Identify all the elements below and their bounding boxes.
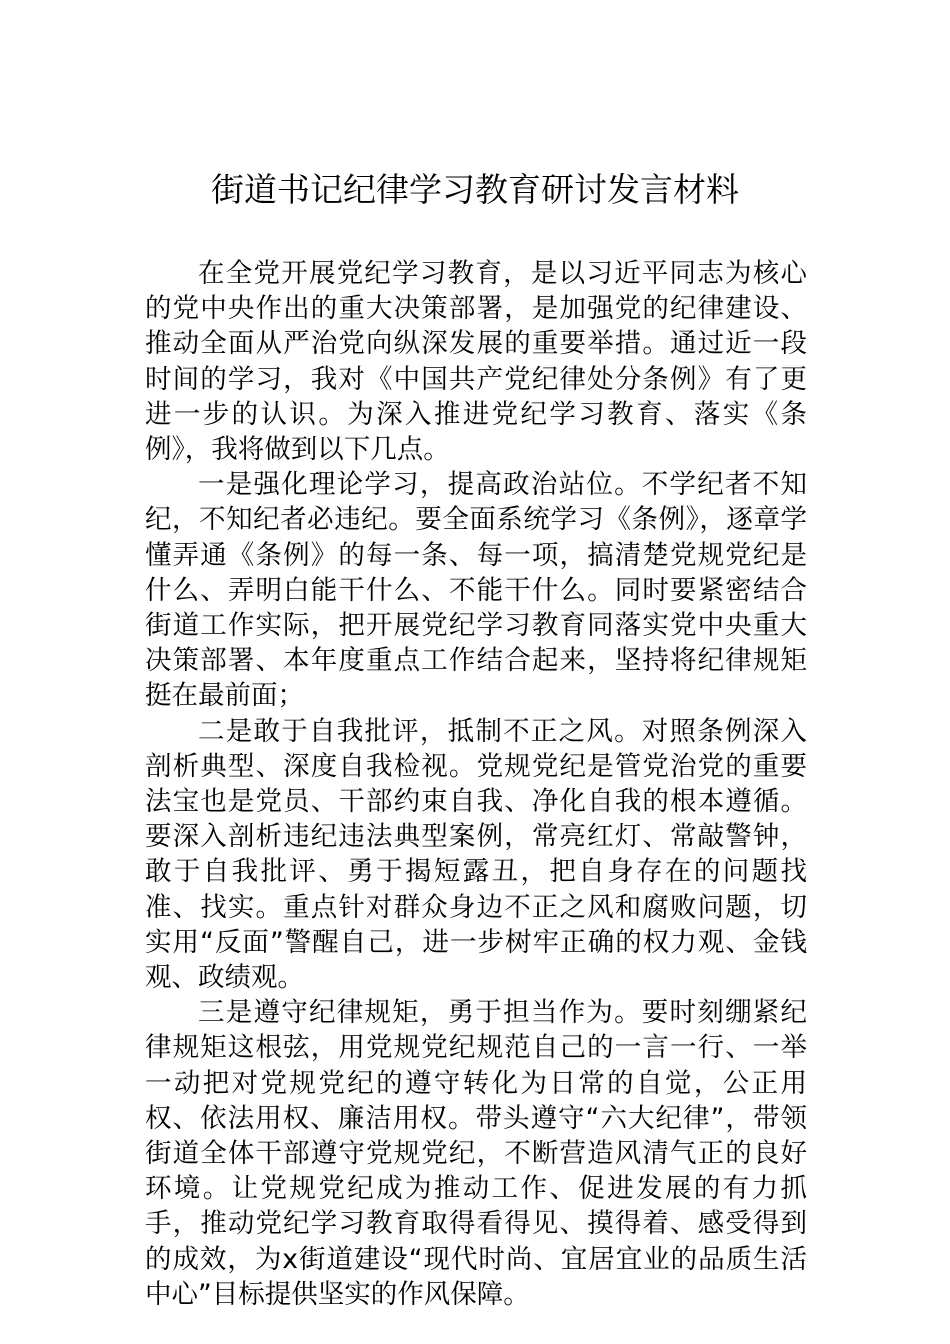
paragraph-point-one: 一是强化理论学习，提高政治站位。不学纪者不知纪，不知纪者必违纪。要全面系统学习《条例》，逐章学懂弄通《条例》的每一条、每一项，搞清楚党规党纪是什么、弄明白能干什么、不能干什么。同时要紧密结合街道工作实际，把开展党纪学习教育同落实党中央重大决策部署、本年度重点工作结合起来，坚持将纪律规矩挺在最前面；: [145, 469, 807, 712]
paragraph-intro: 在全党开展党纪学习教育，是以习近平同志为核心的党中央作出的重大决策部署，是加强党的纪律建设、推动全面从严治党向纵深发展的重要举措。通过近一段时间的学习，我对《中国共产党纪律处分条例》有了更进一步的认识。为深入推进党纪学习教育、落实《条例》，我将做到以下几点。: [145, 258, 807, 466]
document-body: [145, 256, 807, 1312]
paragraph-point-two: 二是敢于自我批评，抵制不正之风。对照条例深入剖析典型、深度自我检视。党规党纪是管党治党的重要法宝也是党员、干部约束自我、净化自我的根本遵循。要深入剖析违纪违法典型案例，常亮红灯、常敲警钟，敢于自我批评、勇于揭短露丑，把自身存在的问题找准、找实。重点针对群众身边不正之风和腐败问题，切实用“反面”警醒自己，进一步树牢正确的权力观、金钱观、政绩观。: [145, 715, 807, 994]
paragraph-point-three: 三是遵守纪律规矩，勇于担当作为。要时刻绷紧纪律规矩这根弦，用党规党纪规范自己的一言一行、一举一动把对党规党纪的遵守转化为日常的自觉，公正用权、依法用权、廉洁用权。带头遵守“六大纪律”，带领街道全体干部遵守党规党纪，不断营造风清气正的良好环境。让党规党纪成为推动工作、促进发展的有力抓手，推动党纪学习教育取得看得见、摸得着、感受得到的成效，为x街道建设“现代时尚、宜居宜业的品质生活中心”目标提供坚实的作风保障。: [145, 997, 807, 1310]
document-title: 街道书记纪律学习教育研讨发言材料: [211, 170, 739, 209]
